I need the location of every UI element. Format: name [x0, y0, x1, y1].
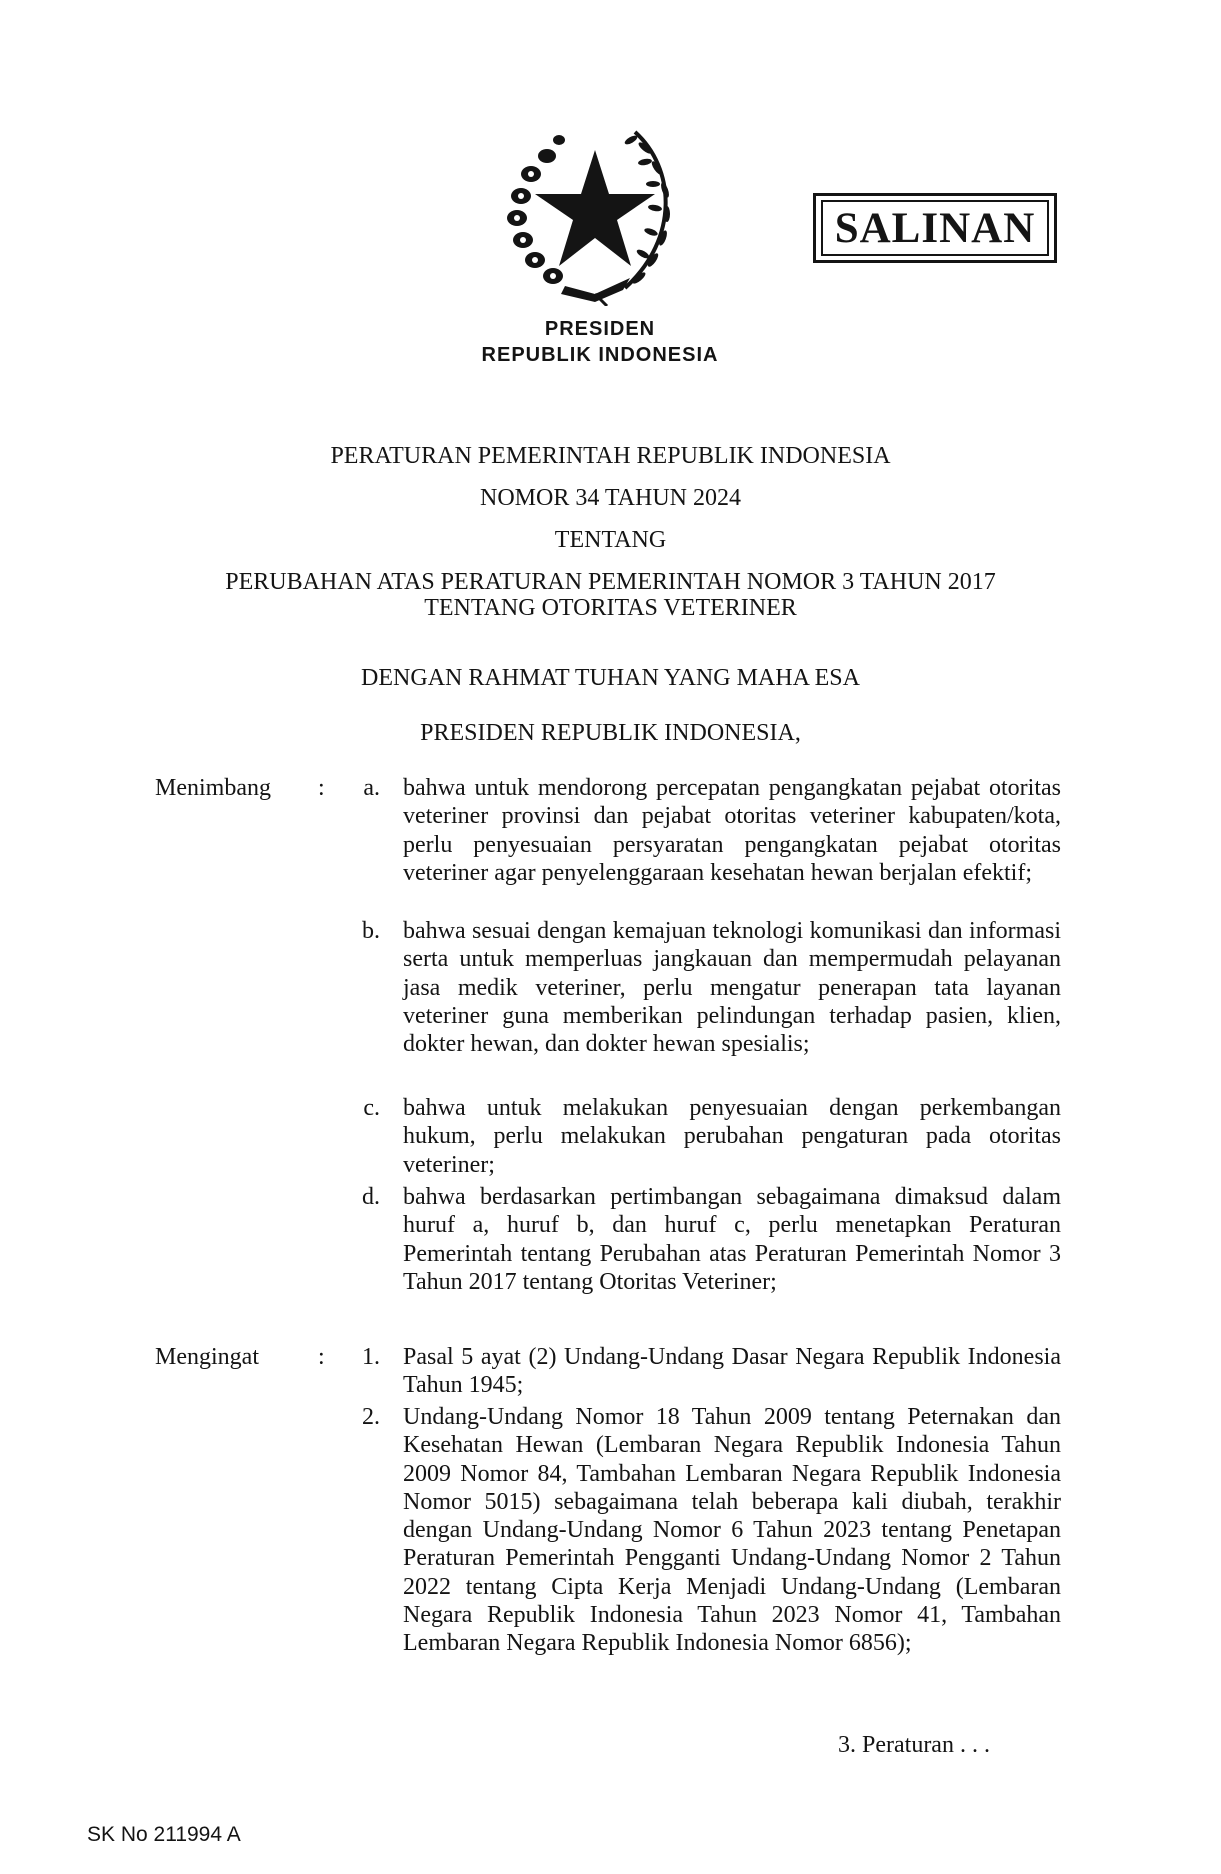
menimbang-item-a: bahwa untuk mendorong percepatan pengangkatan pejabat otoritas veteriner provinsi dan pejabat otoritas veteriner kabupaten/kota, perlu penyesuaian persyaratan pengangkatan pejabat otoritas veteriner agar penyelenggaraan kesehatan hewan berjalan efektif;	[403, 775, 1061, 886]
salinan-stamp	[813, 193, 1057, 263]
menimbang-marker-a: a.	[363, 775, 380, 801]
title-line-2: NOMOR 34 TAHUN 2024	[480, 485, 741, 511]
menimbang-item-c: bahwa untuk melakukan penyesuaian dengan perkembangan hukum, perlu melakukan perubahan pengaturan pada otoritas veteriner;	[403, 1095, 1061, 1178]
authority-line: PRESIDEN REPUBLIK INDONESIA,	[420, 720, 801, 746]
mengingat-item-1: Pasal 5 ayat (2) Undang-Undang Dasar Negara Republik Indonesia Tahun 1945;	[403, 1344, 1061, 1399]
title-line-5: TENTANG OTORITAS VETERINER	[424, 595, 797, 621]
invocation: DENGAN RAHMAT TUHAN YANG MAHA ESA	[361, 665, 860, 691]
state-emblem-icon	[495, 118, 695, 306]
menimbang-marker-d: d.	[362, 1184, 380, 1210]
institution-line-1: PRESIDEN	[544, 318, 656, 340]
menimbang-item-d: bahwa berdasarkan pertimbangan sebagaimana dimaksud dalam huruf a, huruf b, dan huruf c, perlu menetapkan Peraturan Pemerintah tentang Perubahan atas Peraturan Pemerintah Nomor 3 Tahun 2017 tentang Otoritas Veteriner;	[403, 1184, 1061, 1295]
mengingat-marker-1: 1.	[362, 1344, 380, 1370]
menimbang-marker-b: b.	[362, 918, 380, 944]
catchword: 3. Peraturan . . .	[838, 1732, 990, 1758]
institution-line-2: REPUBLIK INDONESIA	[481, 344, 719, 366]
menimbang-label: Menimbang	[155, 775, 271, 801]
mengingat-colon: :	[318, 1344, 325, 1370]
mengingat-marker-2: 2.	[362, 1404, 380, 1430]
mengingat-item-2: Undang-Undang Nomor 18 Tahun 2009 tentang Peternakan dan Kesehatan Hewan (Lembaran Negara Republik Indonesia Tahun 2009 Nomor 84, Tambahan Lembaran Negara Republik Indonesia Nomor 5015) sebagaimana telah beberapa kali diubah, terakhir dengan Undang-Undang Nomor 6 Tahun 2023 tentang Penetapan Peraturan Pemerintah Pengganti Undang-Undang Nomor 2 Tahun 2022 tentang Cipta Kerja Menjadi Undang-Undang (Lembaran Negara Republik Indonesia Tahun 2023 Nomor 41, Tambahan Lembaran Negara Republik Indonesia Nomor 6856);	[403, 1404, 1061, 1657]
menimbang-marker-c: c.	[363, 1095, 380, 1121]
title-line-1: PERATURAN PEMERINTAH REPUBLIK INDONESIA	[330, 443, 891, 469]
title-line-4: PERUBAHAN ATAS PERATURAN PEMERINTAH NOMOR 3 TAHUN 2017	[225, 569, 996, 595]
salinan-stamp-label: SALINAN	[821, 200, 1049, 256]
footer-code: SK No 211994 A	[87, 1823, 241, 1846]
menimbang-item-b: bahwa sesuai dengan kemajuan teknologi komunikasi dan informasi serta untuk memperluas jangkauan dan mempermudah pelayanan jasa medik veteriner, perlu mengatur penerapan tata layanan veteriner guna memberikan pelindungan terhadap pasien, klien, dokter hewan, dan dokter hewan spesialis;	[403, 918, 1061, 1058]
title-line-3: TENTANG	[554, 527, 667, 553]
menimbang-colon: :	[318, 775, 325, 801]
mengingat-label: Mengingat	[155, 1344, 259, 1370]
